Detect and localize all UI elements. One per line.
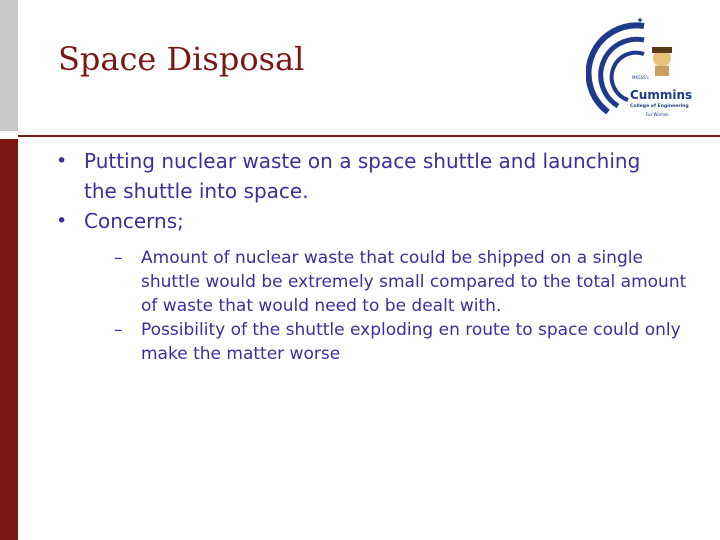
slide-body: [56, 146, 696, 366]
slide-title: Space Disposal: [58, 40, 305, 78]
left-grey-bar: [0, 0, 18, 131]
left-maroon-bar: [0, 139, 18, 540]
sub-bullet-item: [114, 246, 696, 318]
logo-name: Cummins: [630, 88, 693, 102]
bullet-icon: •: [56, 150, 68, 172]
bullet-text: Putting nuclear waste on a space shuttle and launching the shuttle into space.: [84, 149, 641, 203]
bullet-item: [56, 146, 696, 206]
logo-subtitle: College of Engineering: [630, 104, 689, 109]
sub-bullet-text: Possibility of the shuttle exploding en route to space could only make the matter worse: [141, 320, 681, 364]
bullet-icon: •: [56, 210, 68, 232]
dash-icon: –: [114, 320, 123, 340]
bullet-item: [56, 206, 696, 236]
college-logo: [586, 14, 708, 124]
sub-bullet-text: Amount of nuclear waste that could be shipped on a single shuttle would be extremely small compared to the total amount of waste that would need to be dealt with.: [141, 248, 687, 316]
bullet-text: Concerns;: [84, 209, 184, 233]
logo-tagline: For Women: [646, 112, 669, 117]
dash-icon: –: [114, 248, 123, 268]
title-divider: [18, 135, 720, 137]
sub-bullet-item: [114, 318, 696, 366]
logo-text: MKSSS's: [632, 75, 649, 80]
